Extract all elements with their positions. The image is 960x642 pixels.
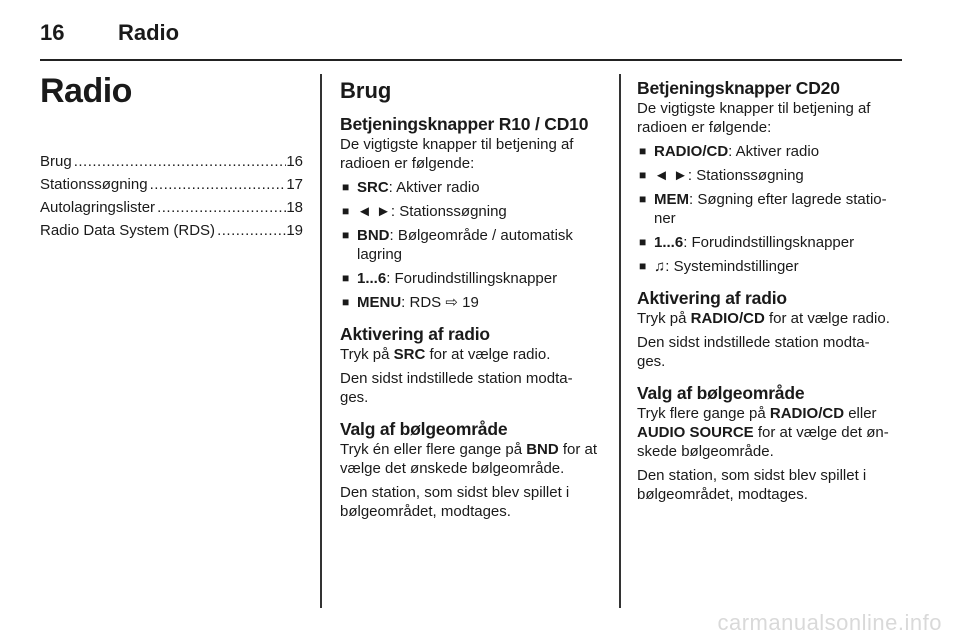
band-select-text xyxy=(637,404,902,461)
key-label: SRC xyxy=(357,179,389,196)
key-description: : Systemindstillinger xyxy=(665,258,799,275)
toc-entry-autolagringslister[interactable] xyxy=(40,196,303,219)
bullet-icon: ■ xyxy=(342,295,350,309)
watermark: carmanualsonline.info xyxy=(717,610,942,635)
key-label: AUDIO SOURCE xyxy=(637,424,754,441)
right-column xyxy=(637,78,902,509)
toc-page-number: 17 xyxy=(286,176,303,193)
activate-radio-heading: Aktivering af radio xyxy=(637,288,787,308)
key-description: : Forudindstillingsknapper xyxy=(683,234,855,251)
band-select-note: Den station, som sidst blev spillet i bølgeområdet, modtages. xyxy=(340,484,570,520)
page-reference-arrow-icon: ⇨ xyxy=(445,294,458,311)
controls-intro: De vigtigste knapper til betjening af radioen er følgende: xyxy=(637,100,871,136)
bullet-icon: ■ xyxy=(639,235,647,249)
text-fragment: Tryk på xyxy=(340,346,394,363)
controls-intro: De vigtigste knapper til betjening af radioen er følgende: xyxy=(340,136,574,172)
list-item xyxy=(340,269,602,288)
toc-entry-brug[interactable] xyxy=(40,150,303,173)
toc-leader-dots xyxy=(148,173,287,196)
text-fragment: Tryk flere gange på xyxy=(637,405,770,422)
bullet-icon: ■ xyxy=(342,180,350,194)
toc-leader-dots xyxy=(215,219,286,242)
activate-radio-text xyxy=(340,345,602,364)
text-fragment: Tryk én eller flere gange på xyxy=(340,441,527,458)
controls-list xyxy=(637,142,902,276)
controls-list xyxy=(340,178,602,312)
list-item xyxy=(340,226,602,264)
key-label: SRC xyxy=(393,346,426,363)
list-item xyxy=(340,293,602,312)
key-description: : RDS xyxy=(401,294,442,311)
activate-radio-note: Den sidst indstillede station modta- ges. xyxy=(637,334,870,370)
toc-label: Stationssøgning xyxy=(40,176,148,193)
bullet-icon: ■ xyxy=(639,192,647,206)
key-description: : Bølgeområde / automatisk lagring xyxy=(357,227,573,263)
toc-leader-dots xyxy=(72,150,287,173)
music-note-icon: ♫ xyxy=(654,258,666,275)
section-title: Brug xyxy=(340,78,392,103)
band-select-heading: Valg af bølgeområde xyxy=(637,383,805,403)
toc-page-number: 16 xyxy=(286,153,303,170)
controls-heading: Betjeningsknapper CD20 xyxy=(637,78,840,98)
bullet-icon: ■ xyxy=(639,168,647,182)
bullet-icon: ■ xyxy=(342,271,350,285)
toc-label: Radio Data System (RDS) xyxy=(40,222,216,239)
key-description: : Aktiver radio xyxy=(728,143,820,160)
text-fragment: for at vælge radio. xyxy=(764,310,890,327)
key-label: 1...6 xyxy=(654,234,684,251)
key-description: : Aktiver radio xyxy=(388,179,480,196)
toc-page-number: 18 xyxy=(286,199,303,216)
key-description: : Stationssøgning xyxy=(687,167,804,184)
toc-label: Brug xyxy=(40,153,72,170)
bullet-icon: ■ xyxy=(639,144,647,158)
key-label: BND xyxy=(357,227,390,244)
band-select-heading: Valg af bølgeområde xyxy=(340,419,508,439)
toc-entry-rds[interactable] xyxy=(40,219,303,242)
chapter-title: Radio xyxy=(40,72,132,110)
list-item xyxy=(637,166,902,185)
text-fragment: Tryk på xyxy=(637,310,691,327)
list-item xyxy=(637,257,902,276)
key-label: 1...6 xyxy=(357,270,387,287)
key-description: : Søgning efter lagrede statio- ner xyxy=(654,191,887,227)
toc-page-number: 19 xyxy=(286,222,303,239)
key-description: : Stationssøgning xyxy=(390,203,507,220)
bullet-icon: ■ xyxy=(342,204,350,218)
seek-arrows-icon: ◄ ► xyxy=(654,167,688,184)
text-fragment: eller xyxy=(844,405,877,422)
activate-radio-note: Den sidst indstillede station modta- ges. xyxy=(340,370,573,406)
key-label: RADIO/CD xyxy=(654,143,729,160)
activate-radio-text xyxy=(637,309,902,328)
list-item xyxy=(340,202,602,221)
key-label: RADIO/CD xyxy=(769,405,845,422)
page-number: 16 xyxy=(40,20,65,45)
seek-arrows-icon: ◄ ► xyxy=(357,203,391,220)
controls-heading: Betjeningsknapper R10 / CD10 xyxy=(340,114,589,134)
key-label: MEM xyxy=(654,191,689,208)
middle-column xyxy=(340,78,602,526)
band-select-text xyxy=(340,440,602,478)
column-divider-right xyxy=(619,74,621,608)
list-item xyxy=(340,178,602,197)
bullet-icon: ■ xyxy=(639,259,647,273)
text-fragment: for at vælge det ønskede bølgeområde. xyxy=(340,441,598,477)
toc-entry-stationssogning[interactable] xyxy=(40,173,303,196)
activate-radio-heading: Aktivering af radio xyxy=(340,324,490,344)
key-label: MENU xyxy=(357,294,402,311)
list-item xyxy=(637,190,902,228)
toc-label: Autolagringslister xyxy=(40,199,156,216)
key-label: BND xyxy=(526,441,559,458)
running-title: Radio xyxy=(118,20,180,45)
header-rule xyxy=(40,59,902,61)
key-description: : Forudindstillingsknapper xyxy=(386,270,558,287)
table-of-contents xyxy=(40,150,303,242)
band-select-note: Den station, som sidst blev spillet i bølgeområdet, modtages. xyxy=(637,467,867,503)
column-divider-left xyxy=(320,74,322,608)
page-reference-link[interactable]: 19 xyxy=(462,294,479,311)
list-item xyxy=(637,142,902,161)
text-fragment: for at vælge radio. xyxy=(425,346,551,363)
bullet-icon: ■ xyxy=(342,228,350,242)
toc-leader-dots xyxy=(155,196,286,219)
text-fragment: for at vælge det øn- skede bølgeområde. xyxy=(637,424,889,460)
list-item xyxy=(637,233,902,252)
key-label: RADIO/CD xyxy=(690,310,765,327)
